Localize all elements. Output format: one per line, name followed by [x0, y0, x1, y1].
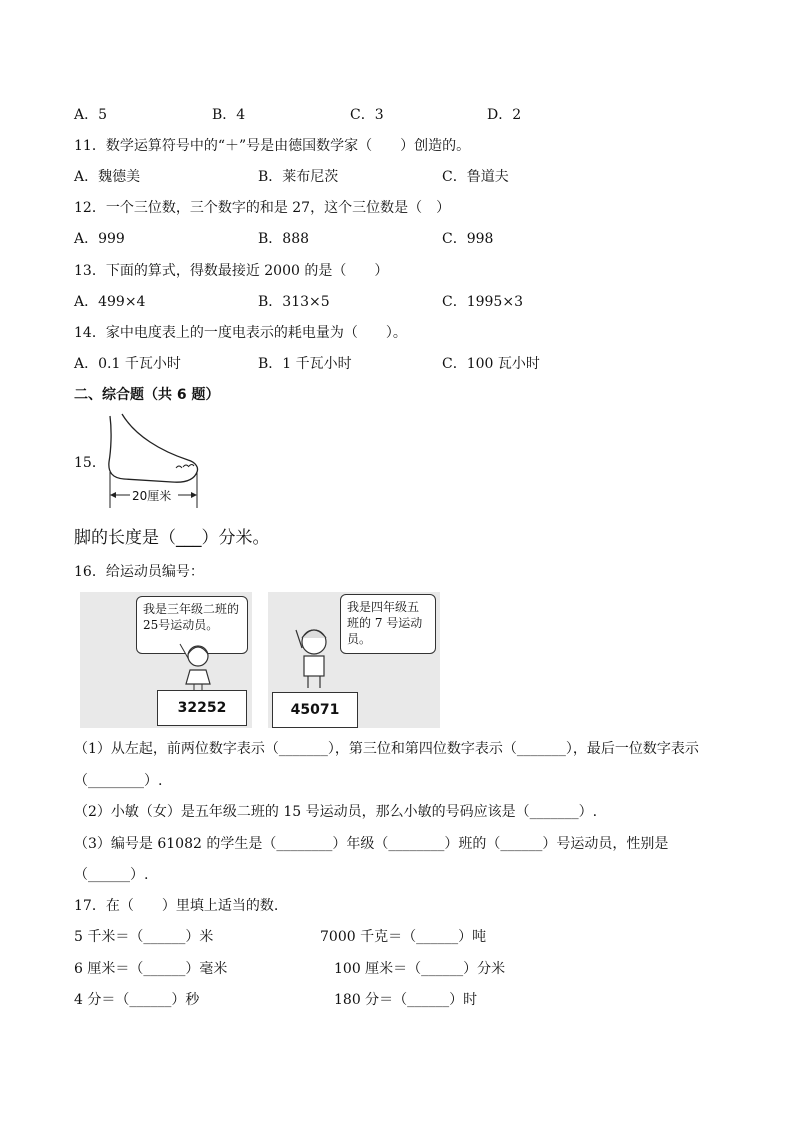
girl-number-plate: 32252	[157, 690, 247, 726]
q10-option-c: C．3	[350, 107, 384, 123]
q15-text: 脚的长度是（___）分米。	[74, 528, 270, 548]
q11-option-a: A．魏德美	[74, 169, 141, 185]
q17-row2-left: 6 厘米＝（______）毫米	[74, 961, 228, 977]
q11-option-c: C．鲁道夫	[442, 169, 509, 185]
boy-speech-bubble: 我是四年级五班的 7 号运动员。	[340, 594, 436, 654]
q13-option-b: B．313×5	[258, 294, 330, 310]
q17-row1-right: 7000 千克＝（______）吨	[320, 929, 487, 945]
q15-figure-label: 20厘米	[132, 489, 172, 503]
girl-speech-bubble: 我是三年级二班的25号运动员。	[136, 596, 248, 654]
q16-part3-line1: （3）编号是 61082 的学生是（________）年级（________）班的（______）号运动员，性别是	[74, 836, 669, 852]
q12-option-b: B．888	[258, 231, 310, 247]
q17-stem: 17．在（ ）里填上适当的数.	[74, 898, 279, 914]
q14-option-c: C．100 瓦小时	[442, 356, 540, 372]
q16-part3-line2: （______）.	[74, 867, 149, 883]
q12-option-c: C．998	[442, 231, 494, 247]
girl-icon	[176, 640, 222, 692]
q16-stem: 16．给运动员编号：	[74, 564, 204, 580]
q10-option-a: A．5	[74, 107, 108, 123]
q11-stem: 11．数学运算符号中的“＋”号是由德国数学家（ ）创造的。	[74, 138, 471, 154]
q14-option-a: A．0.1 千瓦小时	[74, 356, 181, 372]
q11-option-b: B．莱布尼茨	[258, 169, 339, 185]
q15-number: 15．	[74, 455, 106, 471]
q10-option-b: B．4	[212, 107, 246, 123]
q13-stem: 13．下面的算式，得数最接近 2000 的是（ ）	[74, 263, 389, 279]
q17-row3-right: 180 分＝（______）时	[334, 992, 478, 1008]
q14-stem: 14．家中电度表上的一度电表示的耗电量为（ ）。	[74, 325, 407, 341]
q12-stem: 12．一个三位数，三个数字的和是 27，这个三位数是（ ）	[74, 200, 451, 216]
q17-row3-left: 4 分＝（______）秒	[74, 992, 200, 1008]
q16-part1-line2: （________）.	[74, 773, 163, 789]
q13-option-c: C．1995×3	[442, 294, 523, 310]
q13-option-a: A．499×4	[74, 294, 146, 310]
q14-option-b: B．1 千瓦小时	[258, 356, 352, 372]
section-heading: 二、综合题（共 6 题）	[74, 387, 220, 403]
boy-icon	[290, 620, 336, 692]
q16-part2: （2）小敏（女）是五年级二班的 15 号运动员，那么小敏的号码应该是（_______）.	[74, 804, 598, 820]
q17-row1-left: 5 千米＝（______）米	[74, 929, 214, 945]
q16-part1-line1: （1）从左起，前两位数字表示（_______），第三位和第四位数字表示（_______），最后一位数字表示	[74, 741, 699, 757]
q10-option-d: D．2	[487, 107, 522, 123]
q17-row2-right: 100 厘米＝（______）分米	[334, 961, 506, 977]
boy-number-plate: 45071	[272, 692, 358, 728]
q12-option-a: A．999	[74, 231, 125, 247]
